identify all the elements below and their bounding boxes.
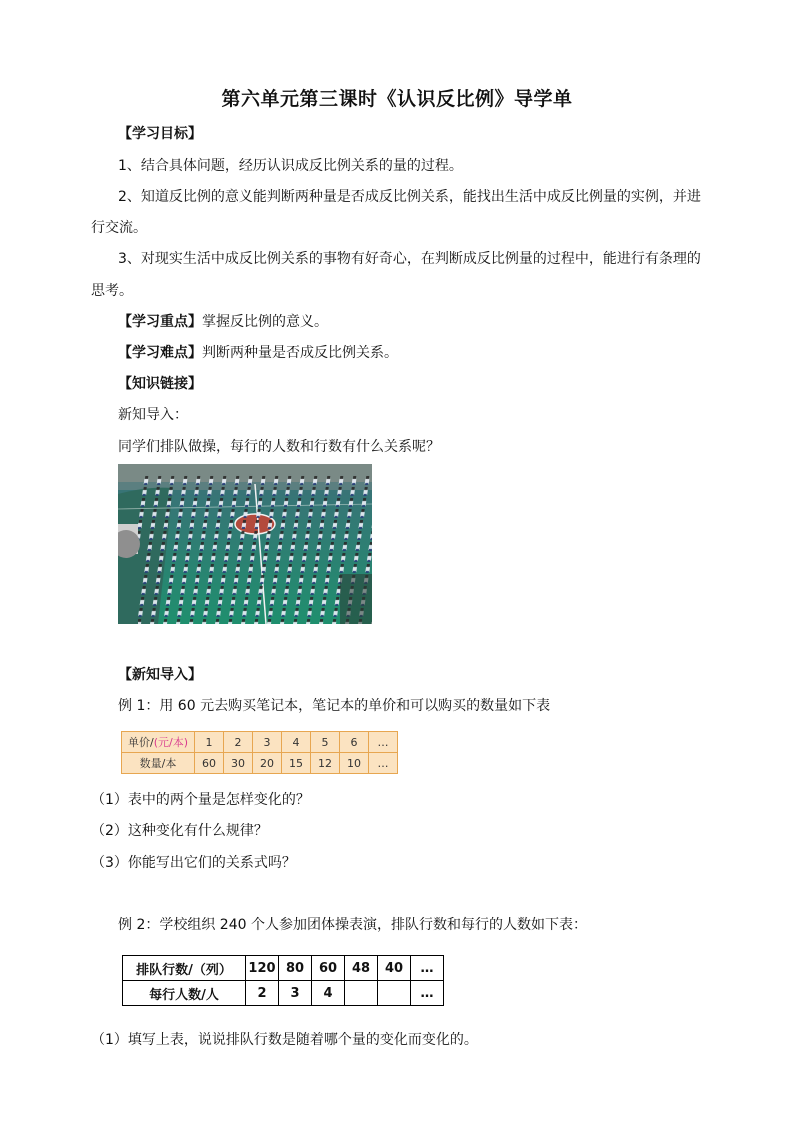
difficulty-text: 判断两种量是否成反比例关系。 [202, 345, 398, 361]
intro-label: 新知导入： [118, 407, 188, 423]
rows-people-table [122, 955, 444, 1006]
table-cell: 4 [312, 981, 345, 1006]
question-1: （1）表中的两个量是怎样变化的？ [91, 792, 310, 808]
table-cell: … [411, 981, 444, 1006]
exercise-photo-image [118, 464, 372, 624]
new-knowledge-heading: 【新知导入】 [118, 667, 202, 683]
goal-3-line-2: 思考。 [91, 283, 133, 299]
page-title: 第六单元第三课时《认识反比例》导学单 [221, 88, 573, 110]
table-cell: 1 [195, 732, 224, 753]
table-cell: 80 [279, 956, 312, 981]
key-label: 【学习重点】 [118, 314, 202, 330]
table-cell: 30 [224, 753, 253, 774]
difficulty-point [118, 343, 398, 363]
table-cell: 3 [253, 732, 282, 753]
table-cell-blank[interactable] [345, 981, 378, 1006]
table-cell: 5 [311, 732, 340, 753]
table-cell: 60 [195, 753, 224, 774]
example-2: 例 2：学校组织 240 个人参加团体操表演，排队行数和每行的人数如下表： [118, 917, 587, 933]
table-cell: 10 [340, 753, 369, 774]
table-cell: 12 [311, 753, 340, 774]
key-text: 掌握反比例的意义。 [202, 314, 328, 330]
goal-1: 1、结合具体问题，经历认识成反比例关系的量的过程。 [118, 158, 463, 174]
goal-2-line-2: 行交流。 [91, 220, 147, 236]
table-cell: 每行人数/人 [123, 981, 246, 1006]
table-cell: … [369, 732, 398, 753]
goals-heading: 【学习目标】 [118, 126, 202, 142]
goal-2-line-1: 2、知道反比例的意义能判断两种量是否成反比例关系，能找出生活中成反比例量的实例，并进 [118, 189, 701, 205]
exercise-photo [118, 464, 372, 624]
table-cell: 20 [253, 753, 282, 774]
table-cell: … [369, 753, 398, 774]
example-1: 例 1：用 60 元去购买笔记本，笔记本的单价和可以购买的数量如下表 [118, 698, 551, 714]
table-cell: … [411, 956, 444, 981]
table-cell: 60 [312, 956, 345, 981]
table-row [122, 732, 398, 753]
table-cell: 120 [246, 956, 279, 981]
table-cell: 排队行数/（列） [123, 956, 246, 981]
table-cell: 48 [345, 956, 378, 981]
price-quantity-table [121, 731, 398, 774]
question-3: （3）你能写出它们的关系式吗？ [91, 855, 296, 871]
table-cell-blank[interactable] [378, 981, 411, 1006]
row-unit: (元/本) [153, 736, 188, 749]
question-2: （2）这种变化有什么规律？ [91, 823, 268, 839]
table-cell: 2 [224, 732, 253, 753]
table-cell: 3 [279, 981, 312, 1006]
table-cell: 15 [282, 753, 311, 774]
table-row [123, 956, 444, 981]
table-cell [122, 732, 195, 753]
knowledge-heading: 【知识链接】 [118, 376, 202, 392]
row-label: 单价/ [127, 736, 154, 749]
table-cell: 40 [378, 956, 411, 981]
goal-3-line-1: 3、对现实生活中成反比例关系的事物有好奇心，在判断成反比例量的过程中，能进行有条理的 [118, 251, 701, 267]
table-cell: 2 [246, 981, 279, 1006]
table-row [123, 981, 444, 1006]
table-cell: 4 [282, 732, 311, 753]
table-row [122, 753, 398, 774]
table-cell: 6 [340, 732, 369, 753]
final-question: （1）填写上表，说说排队行数是随着哪个量的变化而变化的。 [91, 1032, 478, 1048]
key-point [118, 312, 328, 332]
difficulty-label: 【学习难点】 [118, 345, 202, 361]
intro-question: 同学们排队做操，每行的人数和行数有什么关系呢？ [118, 439, 440, 455]
table-cell: 数量/本 [122, 753, 195, 774]
